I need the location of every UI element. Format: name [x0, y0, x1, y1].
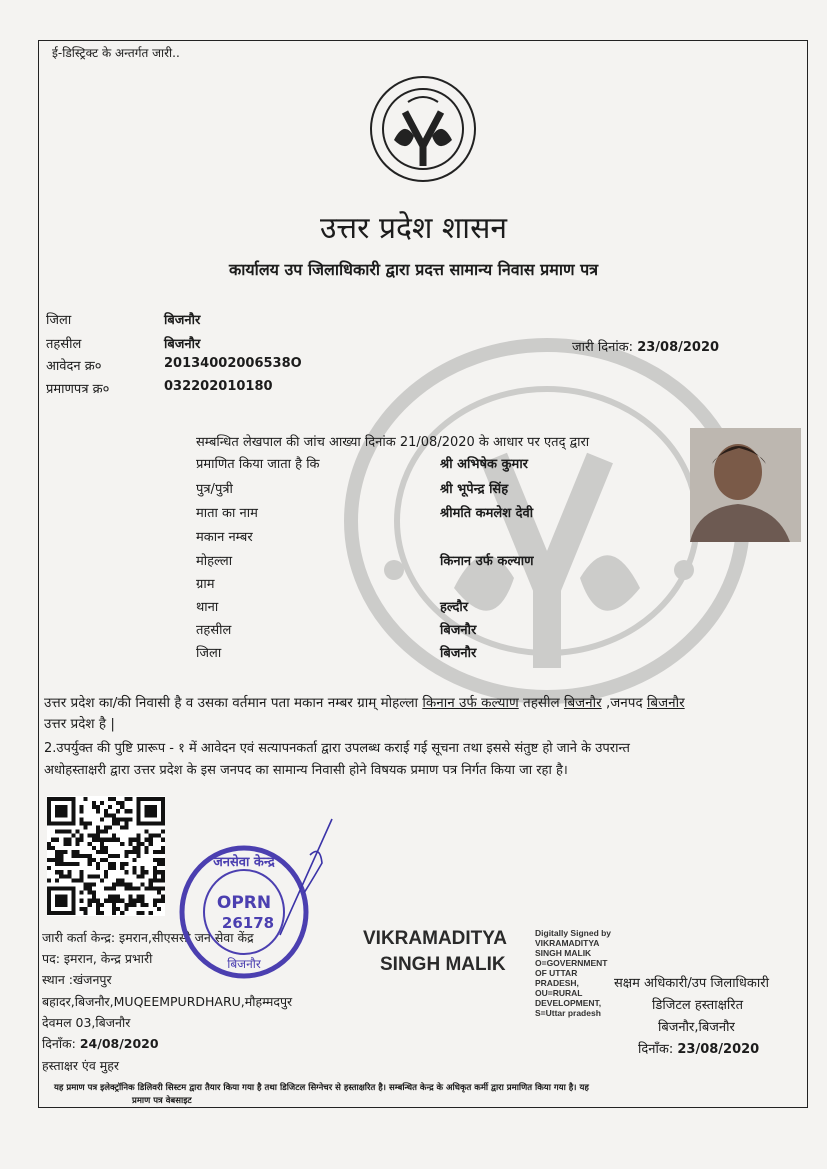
qr-code-icon: [47, 796, 165, 916]
issuer-date-value: 24/08/2020: [79, 1036, 159, 1051]
detail-label-district: जिला: [196, 646, 222, 661]
meta-label-certificate-no: प्रमाणपत्र क्र०: [46, 382, 110, 397]
issuer-address2: देवमल 03,बिजनौर: [42, 1015, 131, 1030]
digital-signature-details: [535, 928, 611, 1018]
handwritten-signature-icon: [270, 815, 350, 955]
digital-line: OF UTTAR: [535, 968, 578, 978]
issuer-address1: बहादर,बिजनौर,MUQEEMPURDHARU,मौहम्मदपुर: [42, 994, 293, 1009]
detail-label-son-daughter: पुत्र/पुत्री: [196, 482, 233, 497]
para1-mohalla: किनान उर्फ कल्याण: [422, 695, 519, 711]
para1-line1: [44, 693, 685, 711]
meta-value-application-no: 20134002006538O: [164, 356, 302, 371]
digital-line: SINGH MALIK: [535, 948, 592, 958]
authority-line3: बिजनौर,बिजनौर: [658, 1020, 735, 1035]
issue-date-value: 23/08/2020: [637, 340, 720, 355]
digital-line: VIKRAMADITYA: [535, 938, 600, 948]
detail-value-name: श्री अभिषेक कुमार: [440, 457, 529, 472]
up-govt-emblem-icon: [368, 74, 478, 184]
meta-value-tehsil: बिजनौर: [164, 337, 201, 352]
digital-line: Digitally Signed by: [535, 928, 612, 938]
detail-value-mother: श्रीमति कमलेश देवी: [440, 506, 534, 521]
page-subtitle: कार्यालय उप जिलाधिकारी द्वारा प्रदत्त सामान्य निवास प्रमाण पत्र: [228, 260, 599, 279]
detail-value-district: बिजनौर: [440, 646, 477, 661]
detail-label-police-station: थाना: [196, 600, 219, 615]
para1-line2: उत्तर प्रदेश है |: [44, 716, 115, 732]
issuer-kendra: जारी कर्ता केन्द्र: इमरान,सीएससी जन सेवा केंद्र: [42, 930, 254, 945]
issuer-date-label: दिनाँक:: [42, 1036, 76, 1051]
issuer-date: [42, 1035, 159, 1052]
para1-janpad: बिजनौर: [646, 695, 685, 711]
issuer-sthan: स्थान :खंजनपुर: [42, 972, 112, 987]
para1-tehsil: बिजनौर: [563, 695, 602, 711]
digital-line: S=Uttar pradesh: [535, 1008, 601, 1018]
meta-value-certificate-no: 032202010180: [164, 379, 273, 394]
issuer-sign-label: हस्ताक्षर एंव मुहर: [42, 1058, 119, 1073]
para2-line1: 2.उपर्युक्त की पुष्टि प्रारूप - १ में आवेदन एवं सत्यापनकर्ता द्वारा उपलब्ध कराई गई सूचना तथा इससे संतुष्ट हो जाने के उपरान्त: [44, 741, 630, 756]
issuer-pad: पद: इमरान, केन्द्र प्रभारी: [42, 951, 153, 966]
meta-label-tehsil: तहसील: [46, 337, 82, 352]
top-note: ई-डिस्ट्रिक्ट के अन्तर्गत जारी..: [52, 46, 180, 60]
meta-label-application-no: आवेदन क्र०: [46, 359, 102, 374]
para1-text-a: उत्तर प्रदेश का/की निवासी है व उसका वर्तमान पता मकान नम्बर ग्राम् मोहल्ला: [44, 695, 419, 711]
stamp-place: बिजनौर: [227, 957, 261, 971]
para1-text-b: तहसील: [523, 695, 560, 711]
detail-label-mother: माता का नाम: [196, 506, 258, 521]
issue-date: [572, 337, 719, 355]
detail-label-house-no: मकान नम्बर: [196, 530, 253, 545]
detail-value-tehsil: बिजनौर: [440, 623, 477, 638]
authority-date-label: दिनाँक:: [638, 1042, 674, 1057]
stamp-ring-text: जनसेवा केन्द्र: [213, 855, 275, 870]
stamp-code: OPRN: [216, 893, 272, 913]
authority-line2: डिजिटल हस्ताक्षरित: [652, 998, 743, 1013]
detail-value-police-station: हल्दौर: [440, 600, 469, 615]
authority-date-value: 23/08/2020: [677, 1042, 760, 1057]
para2-line2: अधोहस्ताक्षरी द्वारा उत्तर प्रदेश के इस जनपद का सामान्य निवासी होने विषयक प्रमाण पत्र निर्गत किया जा रहा है।: [44, 763, 568, 778]
footer-line1: यह प्रमाण पत्र इलेक्ट्रॉनिक डिलिवरी सिस्टम द्वारा तैयार किया गया है तथा डिजिटल सिग्नेचर से हस्ताक्षरित है। सम्बन्धित केन्द्र के अधिकृत कर्मी द्वारा प्रमाणित किया गया है। यह: [54, 1083, 589, 1093]
stamp-number: 26178: [221, 914, 275, 932]
digital-line: O=GOVERNMENT: [535, 958, 608, 968]
detail-label-village: ग्राम: [196, 577, 215, 592]
detail-value-mohalla: किनान उर्फ कल्याण: [440, 554, 534, 569]
authority-line1: सक्षम अधिकारी/उप जिलाधिकारी: [614, 976, 769, 991]
signer-name-line2: SINGH MALIK: [380, 954, 506, 975]
detail-value-father: श्री भूपेन्द्र सिंह: [440, 482, 509, 497]
authority-date: [638, 1039, 759, 1057]
issue-date-label: जारी दिनांक:: [572, 340, 634, 355]
digital-line: DEVELOPMENT,: [535, 998, 602, 1008]
para1-text-c: ,जनपद: [605, 695, 643, 711]
digital-line: PRADESH,: [535, 978, 579, 988]
detail-label-tehsil: तहसील: [196, 623, 232, 638]
detail-label-mohalla: मोहल्ला: [196, 554, 233, 569]
meta-label-district: जिला: [46, 313, 72, 328]
applicant-photo-icon: [690, 428, 801, 542]
page-title: उत्तर प्रदेश शासन: [319, 211, 507, 246]
intro-line: सम्बन्धित लेखपाल की जांच आख्या दिनांक 21/08/2020 के आधार पर एतद् द्वारा: [196, 435, 590, 450]
meta-value-district: बिजनौर: [164, 313, 201, 328]
digital-line: OU=RURAL: [535, 988, 583, 998]
footer-line2: प्रमाण पत्र वेबसाइट: [132, 1096, 192, 1106]
detail-label-certified: प्रमाणित किया जाता है कि: [196, 457, 320, 472]
signer-name-line1: VIKRAMADITYA: [363, 928, 507, 949]
